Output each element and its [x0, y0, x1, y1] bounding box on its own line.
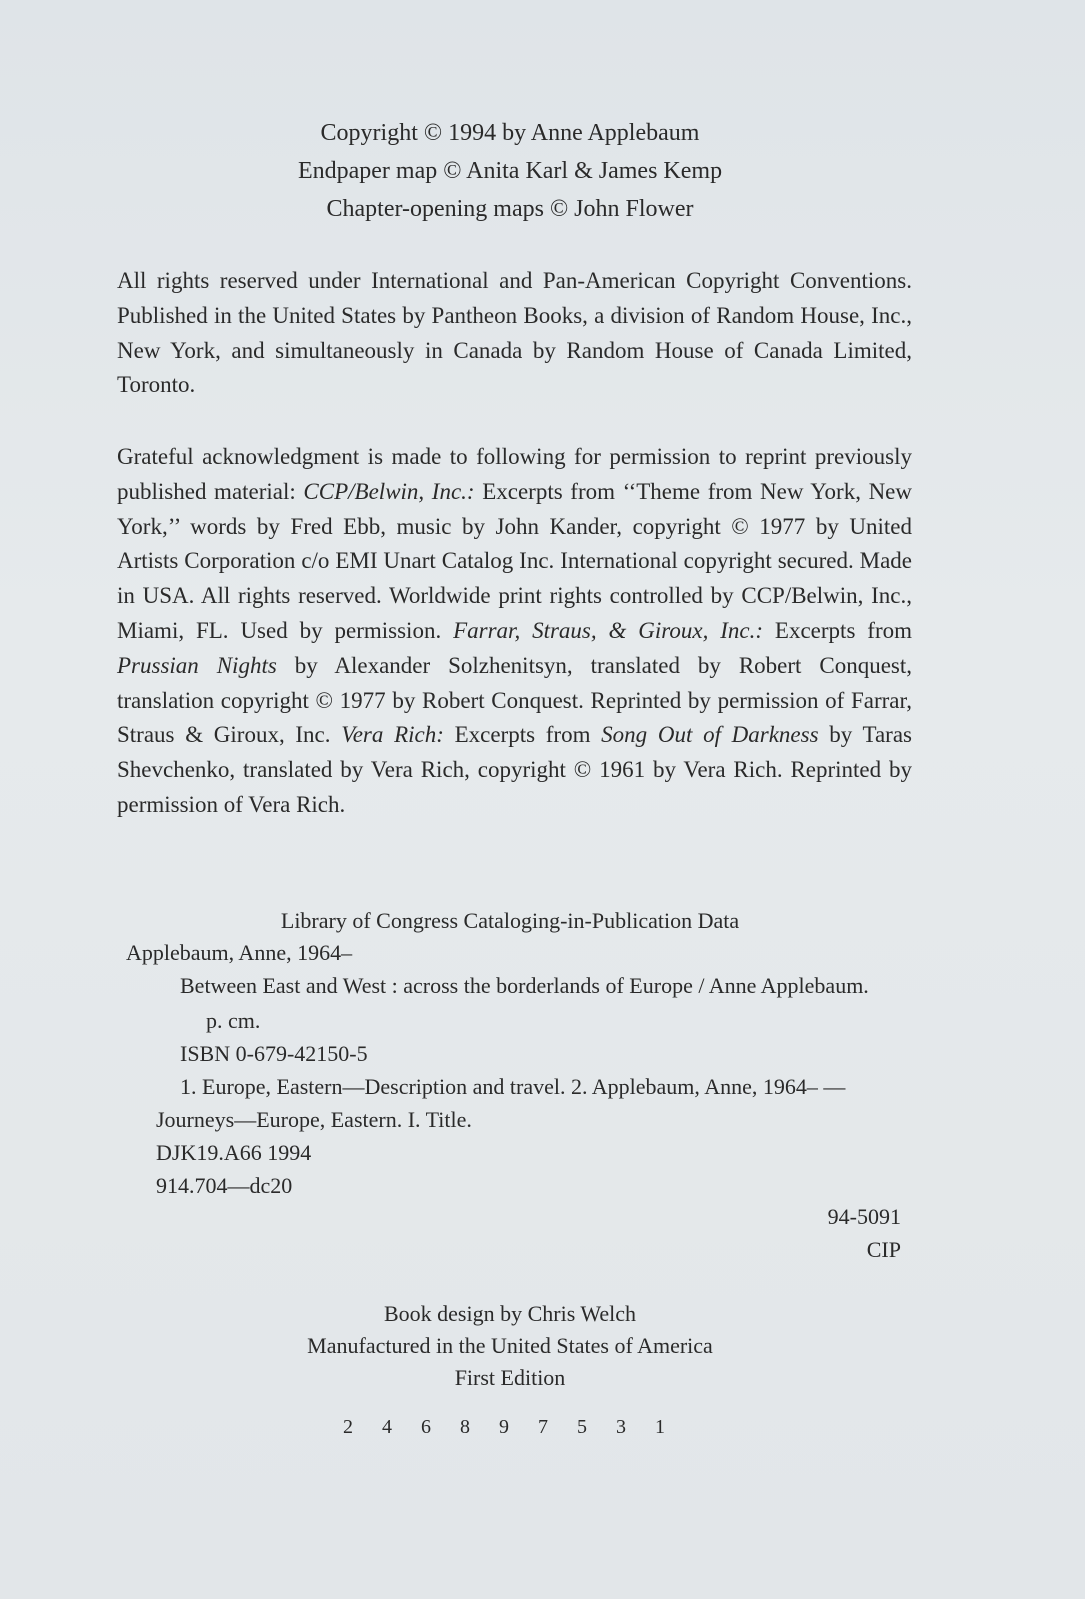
bleed-through-text: [130, 0, 181, 110]
ack-work-title: Song Out of Darkness: [601, 722, 819, 748]
cip-pages: p. cm.: [206, 1008, 261, 1033]
ack-publisher: CCP/Belwin, Inc.:: [303, 478, 475, 504]
book-design-credit: Book design by Chris Welch: [383, 1301, 637, 1326]
rights-paragraph: All rights reserved under International and Pan-American Copyright Conventions. Published in the United States by Pantheon Books, a division of Random House, Inc., New York, and simultaneously in Canada by Random House of Canada Limited, Toronto.: [117, 268, 912, 398]
ack-text: by Alexander Solzhenitsyn, translated by Robert Conquest, translation copyright © 1977 by Robert Conquest. Reprinted by permission of Farrar, Straus & Giroux, Inc.: [117, 652, 912, 748]
cip-record: [126, 936, 901, 1266]
ack-text: Excerpts from: [763, 617, 912, 643]
endpaper-map-credit: Endpaper map © Anita Karl & James Kemp: [297, 158, 723, 184]
cip-dewey: 914.704—dc20: [156, 1173, 293, 1198]
copyright-line: Copyright © 1994 by Anne Applebaum: [320, 120, 700, 146]
cip-label: CIP: [866, 1237, 901, 1262]
chapter-maps-credit: Chapter-opening maps © John Flower: [326, 196, 694, 222]
printing-number-line: 2 4 6 8 9 7 5 3 1: [343, 1416, 677, 1438]
edition-note: First Edition: [454, 1365, 566, 1390]
ack-text: by Taras Shevchenko, translated by Vera Rich, copyright © 1961 by Vera Rich. Reprinted by permission of Vera Rich.: [117, 722, 912, 817]
cip-title: Between East and West : across the borderlands of Europe / Anne Applebaum.: [180, 973, 869, 998]
copyright-block: [0, 114, 1020, 228]
ack-work-title: Prussian Nights: [117, 652, 277, 678]
ack-publisher: Vera Rich:: [341, 722, 444, 748]
ack-text: Excerpts from ‘‘Theme from New York, New York,’’ words by Fred Ebb, music by John Kander, copyright © 1977 by United Artists Corporation c/o EMI Unart Catalog Inc. International copyright secured. Made in USA. All rights reserved. Worldwide print rights controlled by CCP/Belwin, Inc., Miami, FL. Used by permission.: [117, 478, 912, 643]
colophon: [0, 1298, 1020, 1394]
cip-subjects: 1. Europe, Eastern—Description and travel. 2. Applebaum, Anne, 1964– —Journeys—Europe, Eastern. I. Title.: [156, 1074, 846, 1132]
cip-author: Applebaum, Anne, 1964–: [126, 940, 353, 965]
cip-isbn: ISBN 0-679-42150-5: [180, 1041, 368, 1066]
manufacture-note: Manufactured in the United States of America: [307, 1333, 713, 1358]
ack-text: Excerpts from: [443, 722, 602, 748]
cip-control-number: 94-5091: [827, 1204, 901, 1229]
cip-heading: Library of Congress Cataloging-in-Publication Data: [280, 908, 740, 933]
cip-lc-class: DJK19.A66 1994: [156, 1140, 312, 1165]
ack-text: Grateful acknowledgment is made to following for permission to reprint previously published material:: [117, 444, 912, 504]
ack-publisher: Farrar, Straus, & Giroux, Inc.:: [453, 617, 764, 643]
acknowledgment-paragraph: [117, 440, 912, 823]
